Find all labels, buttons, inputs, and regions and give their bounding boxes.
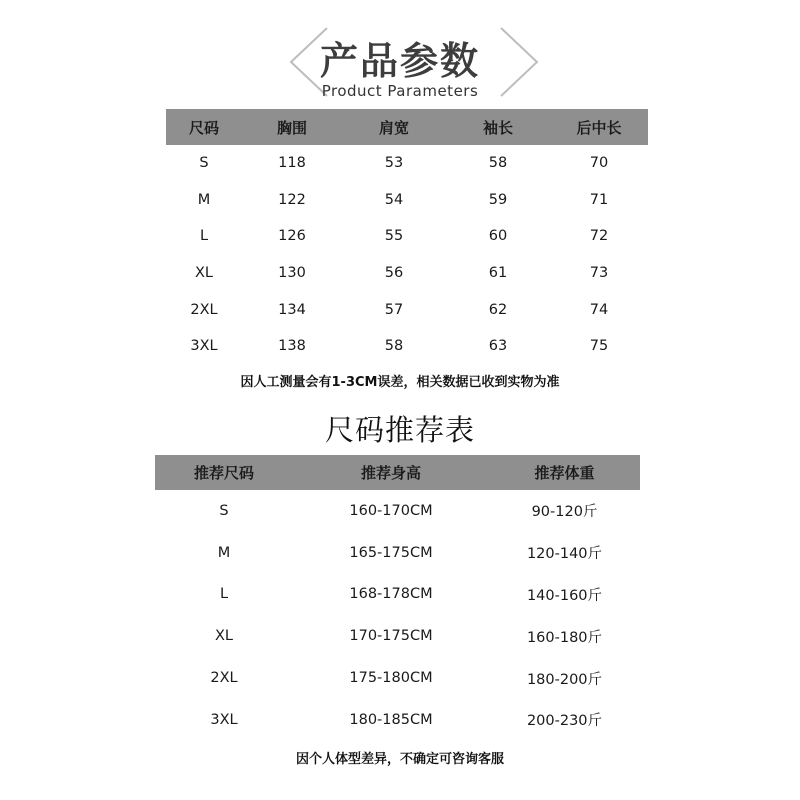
cell-rec-size: 2XL [210,670,238,687]
recommend-header-row [155,455,640,490]
cell-rec-height: 180-185CM [349,711,433,728]
cell-back-length: 74 [589,301,609,318]
header-back-length: 后中长 [550,109,648,145]
header-sleeve: 袖长 [446,109,550,145]
cell-rec-height: 160-170CM [349,502,433,519]
cell-rec-size: XL [214,628,233,645]
header-rec-size: 推荐尺码 [155,455,293,490]
cell-rec-weight: 140-160斤 [526,587,603,604]
title-block [0,22,800,102]
cell-rec-size: L [219,586,229,603]
page-title: 产品参数 [319,39,480,83]
cell-rec-height: 170-175CM [349,628,433,645]
cell-size: S [199,155,209,172]
cell-chest: 126 [278,228,306,245]
table-row [166,218,648,255]
cell-shoulder: 57 [384,301,404,318]
cell-back-length: 73 [589,265,609,282]
header-size: 尺码 [166,109,242,145]
cell-chest: 138 [278,338,306,355]
cell-shoulder: 54 [384,191,404,208]
table-row [166,291,648,328]
cell-rec-height: 168-178CM [349,586,433,603]
header-rec-height: 推荐身高 [293,455,489,490]
params-header-row [166,109,648,145]
header-chest: 胸围 [242,109,342,145]
params-table [166,109,648,365]
cell-sleeve: 62 [488,301,508,318]
cell-chest: 122 [278,191,306,208]
cell-sleeve: 61 [488,265,508,282]
header-shoulder: 肩宽 [342,109,446,145]
table-row [155,657,640,699]
table-row [166,182,648,219]
table-row [155,490,640,532]
cell-shoulder: 56 [384,265,404,282]
cell-sleeve: 63 [488,338,508,355]
cell-rec-size: M [217,544,231,561]
cell-rec-height: 165-175CM [349,544,433,561]
cell-size: L [199,228,209,245]
table-row [166,145,648,182]
cell-back-length: 75 [589,338,609,355]
service-note: 因个人体型差异，不确定可咨询客服 [295,752,504,767]
recommend-table [155,455,640,741]
measurement-note: 因人工测量会有1-3CM误差，相关数据已收到实物为准 [240,375,560,390]
table-row [155,615,640,657]
cell-rec-weight: 200-230斤 [526,713,603,730]
cell-rec-weight: 120-140斤 [526,546,603,563]
page-subtitle: Product Parameters [321,82,479,100]
cell-rec-weight: 90-120斤 [531,504,598,521]
table-row [166,328,648,365]
cell-sleeve: 60 [488,228,508,245]
cell-back-length: 72 [589,228,609,245]
header-rec-weight: 推荐体重 [489,455,640,490]
cell-chest: 134 [278,301,306,318]
cell-chest: 130 [278,265,306,282]
cell-shoulder: 55 [384,228,404,245]
cell-rec-weight: 160-180斤 [526,629,603,646]
cell-rec-size: 3XL [210,711,238,728]
cell-shoulder: 58 [384,338,404,355]
table-row [155,574,640,616]
cell-back-length: 70 [589,155,609,172]
cell-rec-size: S [219,502,229,519]
cell-back-length: 71 [589,191,609,208]
cell-size: 2XL [190,301,218,318]
cell-shoulder: 53 [384,155,404,172]
recommend-title: 尺码推荐表 [324,413,475,447]
table-row [155,532,640,574]
cell-size: XL [194,265,213,282]
cell-size: 3XL [190,338,218,355]
cell-rec-height: 175-180CM [349,670,433,687]
cell-size: M [197,191,211,208]
cell-sleeve: 58 [488,155,508,172]
table-row [155,699,640,741]
table-row [166,255,648,292]
cell-chest: 118 [278,155,306,172]
cell-sleeve: 59 [488,191,508,208]
cell-rec-weight: 180-200斤 [526,671,603,688]
